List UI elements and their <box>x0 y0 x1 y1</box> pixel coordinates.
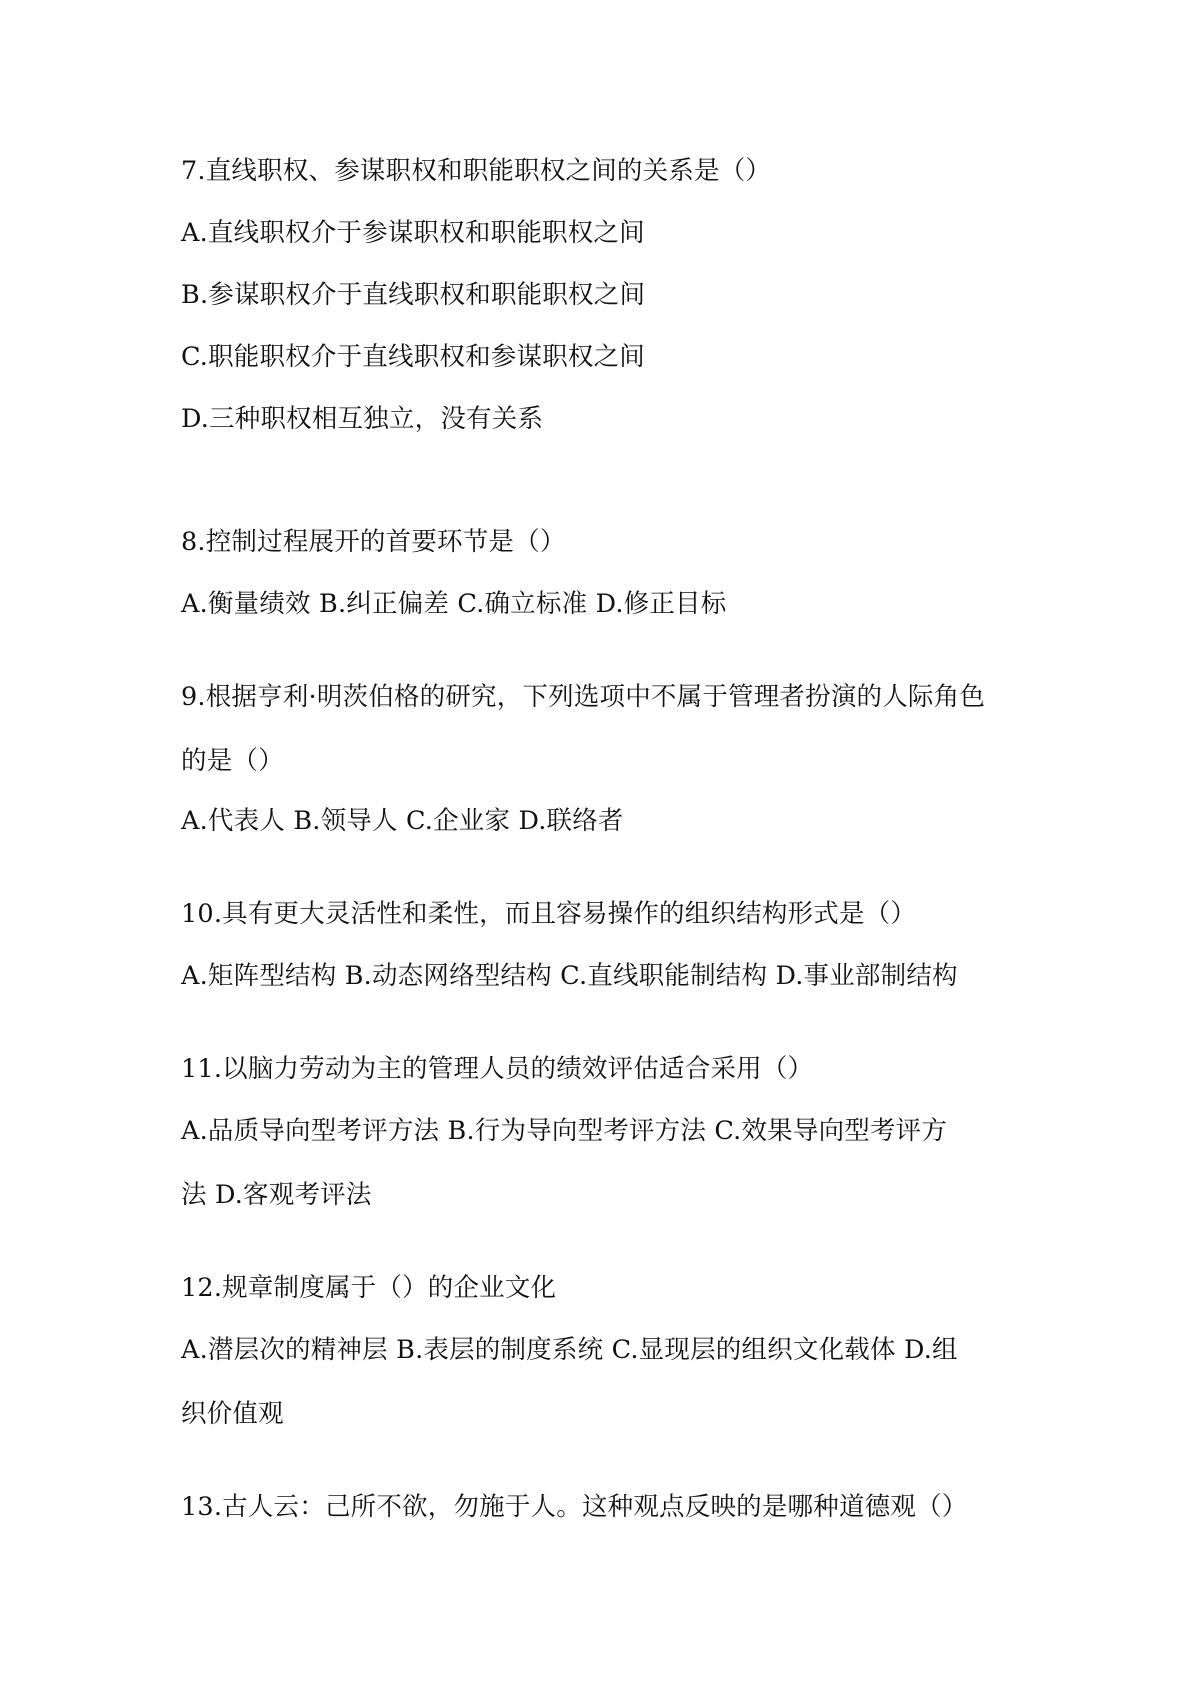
question-7-option-d: D.三种职权相互独立，没有关系 <box>181 404 544 434</box>
question-13-stem: 13.古人云：己所不欲，勿施于人。这种观点反映的是哪种道德观（） <box>181 1492 968 1522</box>
question-9-stem: 9.根据亨利·明茨伯格的研究，下列选项中不属于管理者扮演的人际角色 <box>181 682 986 712</box>
question-9-options: A.代表人 B.领导人 C.企业家 D.联络者 <box>181 806 624 836</box>
question-10-stem: 10.具有更大灵活性和柔性，而且容易操作的组织结构形式是（） <box>181 899 917 929</box>
question-9-stem-continued: 的是（） <box>181 746 284 776</box>
question-8-stem: 8.控制过程展开的首要环节是（） <box>181 527 566 557</box>
question-10-options: A.矩阵型结构 B.动态网络型结构 C.直线职能制结构 D.事业部制结构 <box>181 961 958 991</box>
question-7-stem: 7.直线职权、参谋职权和职能职权之间的关系是（） <box>181 156 772 186</box>
question-7-option-b: B.参谋职权介于直线职权和职能职权之间 <box>181 280 646 310</box>
question-11-options-continued: 法 D.客观考评法 <box>181 1180 372 1210</box>
question-11-options: A.品质导向型考评方法 B.行为导向型考评方法 C.效果导向型考评方 <box>181 1116 948 1146</box>
question-7-option-a: A.直线职权介于参谋职权和职能职权之间 <box>181 218 645 248</box>
question-7-option-c: C.职能职权介于直线职权和参谋职权之间 <box>181 342 646 372</box>
question-8-options: A.衡量绩效 B.纠正偏差 C.确立标准 D.修正目标 <box>181 589 727 619</box>
question-12-options: A.潜层次的精神层 B.表层的制度系统 C.显现层的组织文化载体 D.组 <box>181 1335 958 1365</box>
question-12-options-continued: 织价值观 <box>181 1399 284 1429</box>
question-11-stem: 11.以脑力劳动为主的管理人员的绩效评估适合采用（） <box>181 1054 814 1084</box>
question-12-stem: 12.规章制度属于（）的企业文化 <box>181 1273 557 1303</box>
